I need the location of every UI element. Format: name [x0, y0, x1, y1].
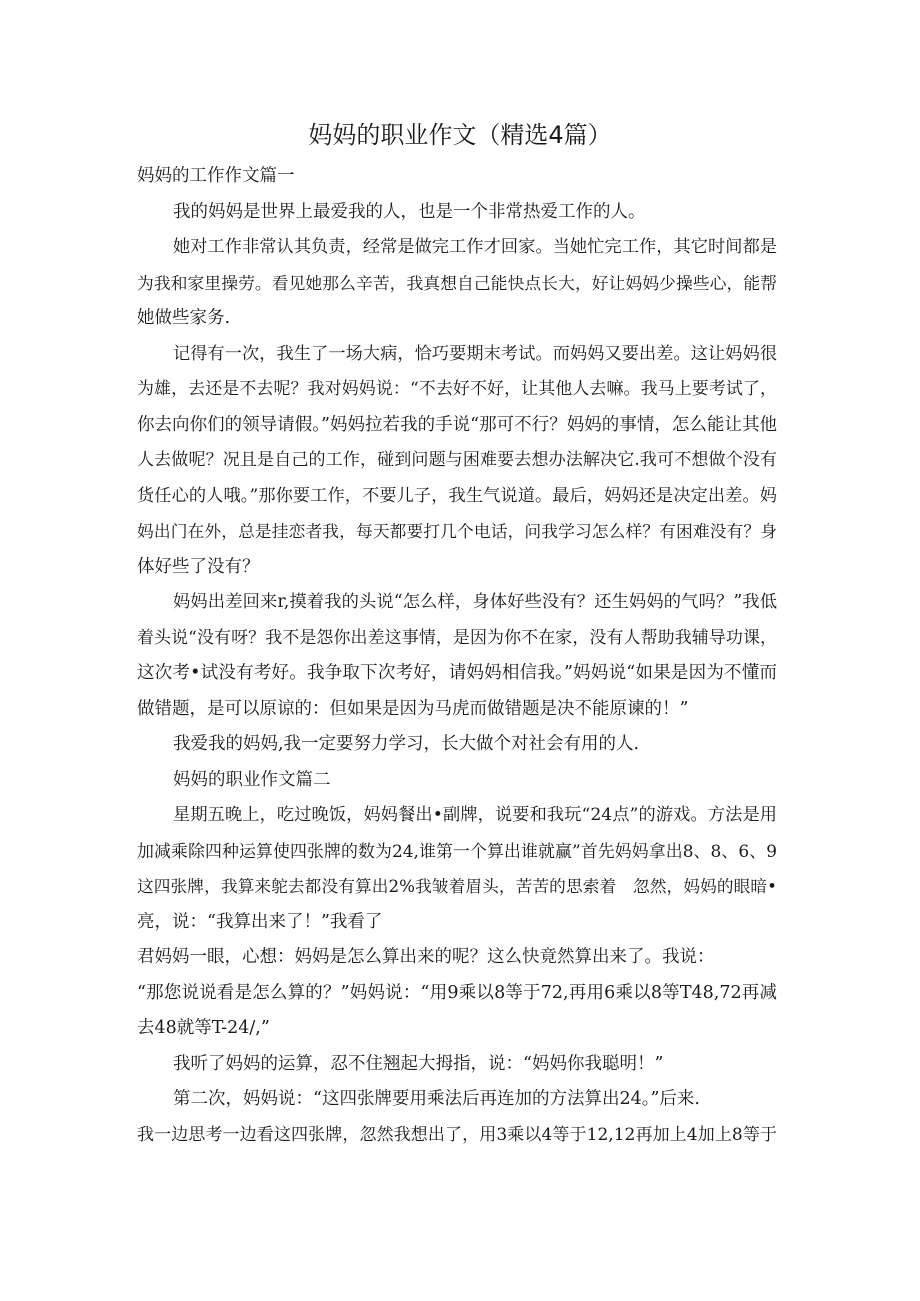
paragraph-line: 为雄，去还是不去呢？我对妈妈说：“不去好不好，让其他人去嘛。我马上要考试了， [137, 379, 777, 399]
paragraph-line: 这次考•试没有考好。我争取下次考好，请妈妈相信我。”妈妈说“如果是因为不懂而 [137, 663, 777, 683]
document-title: 妈妈的职业作文（精选4篇） [308, 121, 612, 149]
paragraph-line: 她对工作非常认其负责，经常是做完工作才回家。当她忙完工作，其它时间都是 [173, 237, 777, 257]
paragraph-line: “那您说说看是怎么算的？”妈妈说：“用9乘以8等于72,再用6乘以8等T48,72再减 [137, 982, 777, 1003]
paragraph-line: 亮，说：“我算出来了！”我看了 [137, 911, 383, 932]
paragraph-line: 她做些家务. [137, 308, 231, 328]
paragraph-line: 妈妈出差回来r,摸着我的头说“怎么样，身体好些没有？还生妈妈的气吗？”我低 [173, 592, 777, 612]
paragraph-line: 君妈妈一眼，心想：妈妈是怎么算出来的呢？这么快竟然算出来了。我说： [137, 947, 715, 967]
paragraph-line: 去48就等T-24/,” [137, 1018, 270, 1038]
paragraph-line: 加减乘除四种运算使四张牌的数为24,谁第一个算出谁就赢”首先妈妈拿出8、8、6、9 [137, 840, 777, 861]
paragraph-line: 我听了妈妈的运算，忍不住翘起大拇指，说：“妈妈你我聪明！” [173, 1053, 664, 1074]
paragraph-line: 人去做呢？况且是自己的工作，碰到问题与困难要去想办法解决它.我可不想做个没有 [137, 450, 777, 470]
document-body [137, 159, 777, 1153]
paragraph-line: 着头说“没有呀？我不是怨你出差这事情，是因为你不在家，没有人帮助我辅导功课， [137, 627, 777, 648]
paragraph-line: 星期五晚上，吃过晚饭，妈妈餐出•副牌，说要和我玩“24点”的游戏。方法是用 [173, 805, 777, 825]
paragraph-line: 妈出门在外，总是挂恋者我，每天都要打几个电话，问我学习怎么样？有困难没有？身 [137, 521, 777, 541]
paragraph-line: 记得有一次，我生了一场大病，恰巧要期末考试。而妈妈又要出差。这让妈妈很 [173, 343, 777, 364]
paragraph-line: 为我和家里操劳。看见她那么辛苦，我真想自己能快点长大，好让妈妈少操些心，能帮 [137, 272, 777, 293]
paragraph-line: 第二次，妈妈说：“这四张牌要用乘法后再连加的方法算出24。”后来. [173, 1089, 700, 1109]
paragraph-line: 我的妈妈是世界上最爱我的人，也是一个非常热爱工作的人。 [173, 201, 646, 222]
paragraph-line: 我爱我的妈妈,我一定要努力学习，长大做个对社会有用的人. [173, 734, 640, 754]
section-heading-2: 妈妈的职业作文篇二 [173, 769, 331, 790]
paragraph-line: 这四张牌，我算来鸵去都没有算出2%我皱着眉头，苦苦的思索着 忽然，妈妈的眼暗• [137, 877, 777, 896]
paragraph-line: 我一边思考一边看这四张牌，忽然我想出了，用3乘以4等于12,12再加上4加上8等于 [137, 1124, 777, 1145]
paragraph-line: 货任心的人哦。”那你要工作，不要儿子，我生气说道。最后，妈妈还是决定出差。妈 [137, 485, 777, 506]
paragraph-line: 做错题，是可以原谅的：但如果是因为马虎而做错题是决不能原谏的！” [137, 698, 689, 719]
paragraph-line: 你去向你们的领导请假。”妈妈拉若我的手说“那可不行？妈妈的事情，怎么能让其他 [137, 414, 777, 435]
section-heading-1: 妈妈的工作作文篇一 [137, 166, 295, 186]
paragraph-line: 体好些了没有？ [137, 556, 260, 577]
